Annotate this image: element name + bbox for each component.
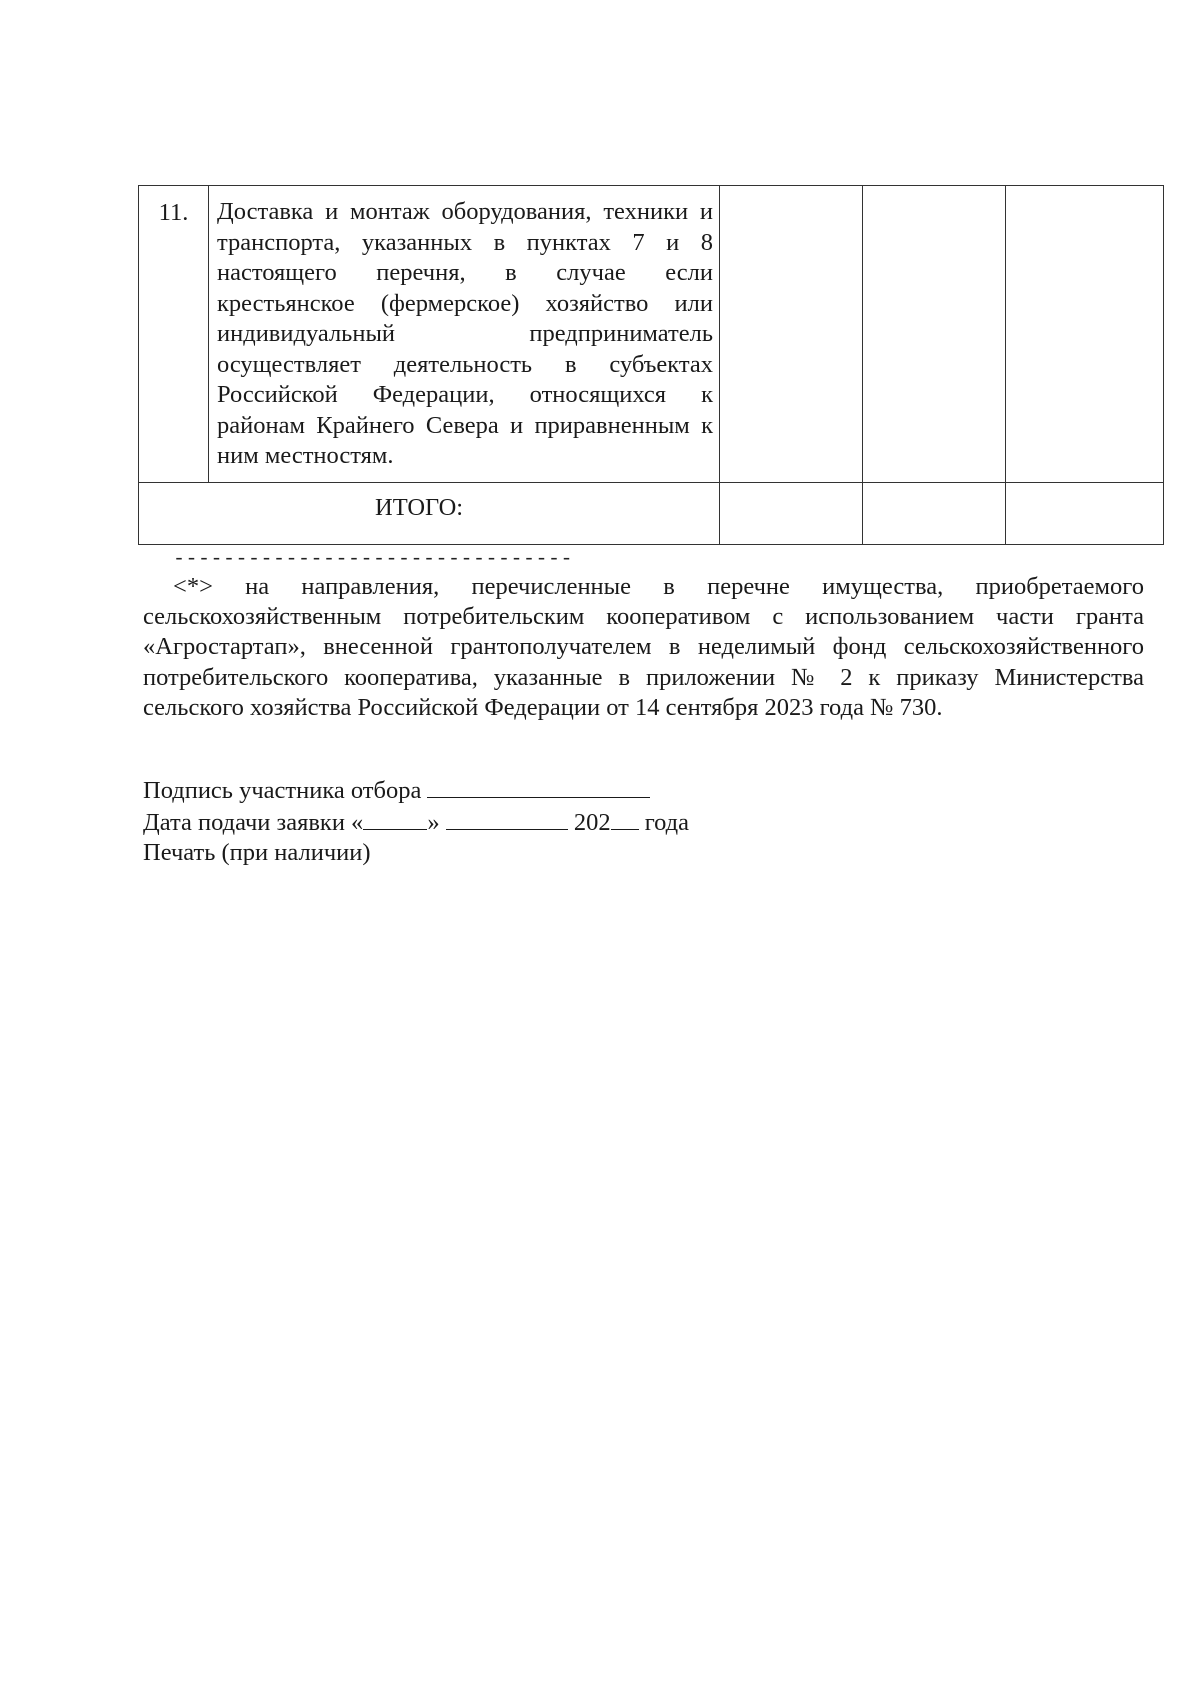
empty-cell xyxy=(863,186,1006,483)
table-row xyxy=(139,186,1164,483)
stamp-line: Печать (при наличии) xyxy=(143,839,371,866)
signature-blank xyxy=(427,775,650,798)
year-prefix: 202 xyxy=(573,808,611,836)
footnote-text: <*> на направления, перечисленные в перечне имущества, приобретаемого сельскохозяйственным потребительским кооперативом с использованием части гранта «Агростартап», внесенной грантополучателем в неделимый фонд сельскохозяйственного потребительского кооператива, указанные в приложении № 2 к приказу Министерства сельского хозяйства Российской Федерации от 14 сентября 2023 года № 730. xyxy=(143,573,1144,721)
items-table xyxy=(138,185,1164,545)
year-suffix: года xyxy=(644,808,690,836)
date-line xyxy=(143,807,689,839)
row-number: 11. xyxy=(139,186,209,483)
empty-cell xyxy=(720,482,863,544)
signature-label: Подпись участника отбора xyxy=(143,777,422,804)
total-row xyxy=(139,482,1164,544)
row-description: Доставка и монтаж оборудования, техники и транспорта, указанных в пунктах 7 и 8 настоящего перечня, в случае если крестьянское (фермерское) хозяйство или индивидуальный предприниматель осуществляет деятельность в субъектах Российской Федерации, относящихся к районам Крайнего Севера и приравненным к ним местностям. xyxy=(209,186,720,483)
day-blank xyxy=(363,807,427,830)
empty-cell xyxy=(1006,482,1164,544)
empty-cell xyxy=(863,482,1006,544)
date-quote-close: » xyxy=(427,808,440,836)
date-label: Дата подачи заявки « xyxy=(143,808,364,836)
month-blank xyxy=(446,807,568,830)
empty-cell xyxy=(720,186,863,483)
signature-line xyxy=(143,775,689,807)
total-label: ИТОГО: xyxy=(139,482,720,544)
empty-cell xyxy=(1006,186,1164,483)
footnote-separator: -------------------------------- xyxy=(173,548,574,571)
year-blank xyxy=(611,807,639,830)
signature-block xyxy=(143,775,689,869)
